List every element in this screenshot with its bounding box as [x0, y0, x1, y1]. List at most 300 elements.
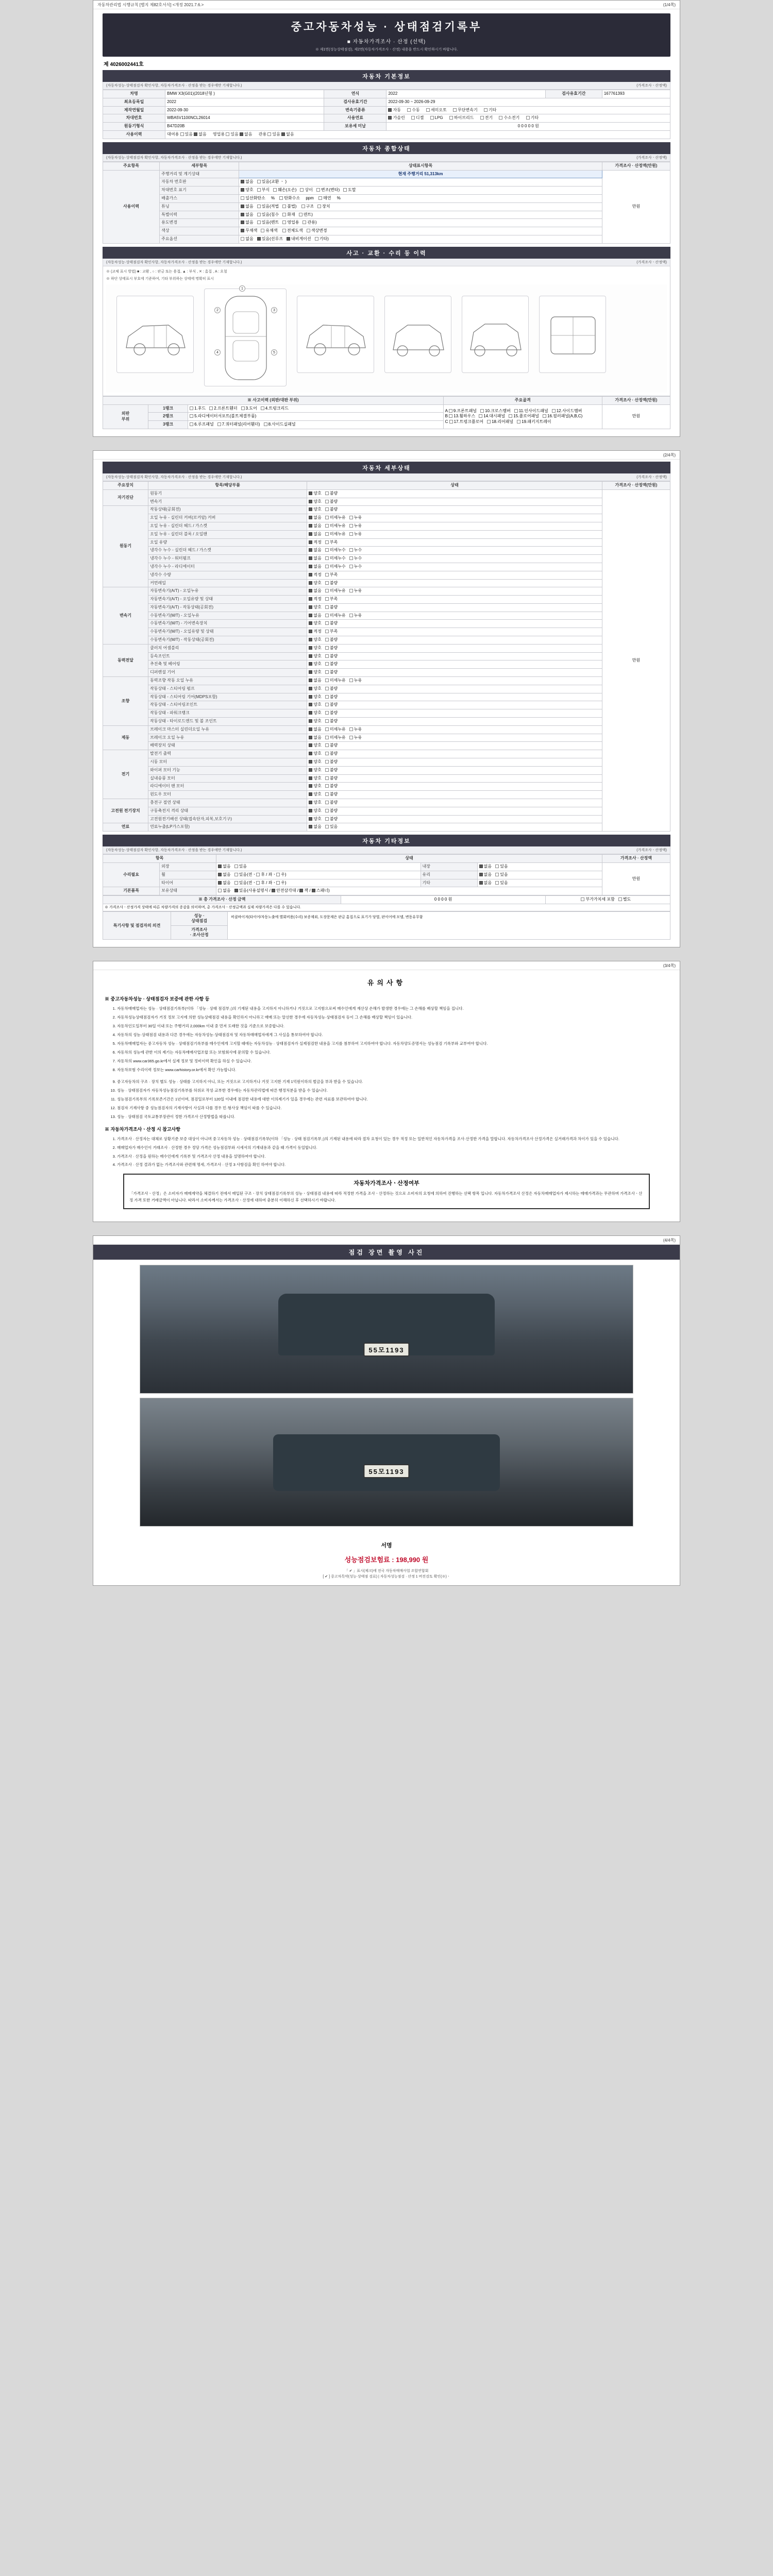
overall-state-usechange: 없음 있음(렌트 영업용 관용) — [239, 219, 602, 227]
detail-option[interactable]: 불량 — [325, 694, 338, 700]
detail-option[interactable]: 불량 — [325, 507, 338, 513]
table-row — [103, 547, 670, 555]
notice-item: 12. 점검자 기재사항 중 성능점검자의 기재사항이 사실과 다를 경우 민·형사상 책임이 따를 수 있습니다. — [117, 1105, 667, 1112]
detail-item-state — [307, 685, 602, 693]
detail-item-state — [307, 660, 602, 669]
accident-frame-items: A 9.프론트패널 10.크로스멤버 11.인사이드패널 12.사이드멤버 B 13.휠하우스 14.대시패널 15.플로어패널 16.필러패널(A,B,C) C 17.트렁크플로어 18.리어패널 19.패키지트레이 — [443, 404, 602, 429]
detail-option[interactable]: 없음 — [309, 532, 321, 537]
overall-sub-mileage: 주행거리 및 계기상태 — [160, 170, 239, 178]
table-row — [103, 178, 670, 187]
detail-option[interactable]: 불량 — [325, 792, 338, 798]
detail-option[interactable]: 양호 — [309, 637, 321, 643]
detail-item-label: 발전기 출력 — [148, 750, 307, 758]
table-row — [103, 219, 670, 227]
detail-option[interactable]: 불량 — [325, 702, 338, 708]
overall-state-mileage: 현재 주행거리 51,313km — [239, 170, 602, 178]
etc-note-right: (가격조사ㆍ산정액) — [636, 849, 667, 853]
detail-option[interactable]: 불량 — [325, 719, 338, 724]
detail-item-label: 작동상태 - 스티어링조인트 — [148, 701, 307, 709]
detail-option[interactable]: 부족 — [325, 540, 338, 546]
detail-option[interactable]: 부족 — [325, 572, 338, 578]
detail-item-state — [307, 750, 602, 758]
detail-option[interactable]: 양호 — [309, 710, 321, 716]
detail-option[interactable]: 양호 — [309, 499, 321, 505]
basic-value-engine: B47D20B — [165, 123, 324, 131]
notice-item: 13. 성능 · 상태점검 국토교통부장관이 정한 가격조사 산정방법을 따릅니다. — [117, 1113, 667, 1121]
detail-item-label: 작동상태 - 스티어링 펌프 — [148, 685, 307, 693]
page-subtitle: ■ 자동차가격조사 · 산정 (선택) — [347, 39, 426, 45]
detail-option[interactable]: 없음 — [309, 548, 321, 553]
detail-option[interactable]: 누수 — [349, 556, 362, 562]
detail-item-state — [307, 725, 602, 734]
detail-option[interactable]: 없음 — [309, 556, 321, 562]
table-row — [103, 596, 670, 604]
etc-head-state: 상태 — [216, 855, 602, 863]
basic-label-vin: 차대번호 — [103, 114, 165, 123]
accident-value: 만원 — [602, 404, 670, 429]
total-value: 0 0 0 0 원 — [341, 896, 545, 904]
detail-option[interactable]: 없음 — [309, 523, 321, 529]
etc-item-interior: 내장 — [421, 863, 477, 871]
detail-option[interactable]: 양호 — [309, 817, 321, 822]
overall-sub-color: 색상 — [160, 227, 239, 235]
table-row — [103, 823, 670, 832]
detail-item-label: 수동변속기(M/T) - 오일유량 및 상태 — [148, 628, 307, 636]
sheet-2-topbar — [93, 451, 680, 460]
detail-item-state — [307, 799, 602, 807]
detail-option[interactable]: 불량 — [325, 662, 338, 667]
table-row — [103, 620, 670, 628]
detail-head-group: 주요장치 — [103, 481, 148, 489]
detail-option[interactable]: 적정 — [309, 597, 321, 602]
detail-option[interactable]: 불량 — [325, 654, 338, 659]
detail-item-state — [307, 596, 602, 604]
detail-option[interactable]: 없음 — [309, 564, 321, 570]
special-sub-label-2: 가격조사 · 조사산정 — [171, 926, 228, 940]
detail-head-value: 가격조사 · 산정액(만원) — [602, 481, 670, 489]
detail-option[interactable]: 양호 — [309, 621, 321, 626]
table-header-row — [103, 855, 670, 863]
detail-item-label: 구동축전지 격리 상태 — [148, 807, 307, 815]
table-row — [103, 194, 670, 202]
detail-option[interactable]: 양호 — [309, 662, 321, 667]
detail-item-state — [307, 612, 602, 620]
detail-option[interactable]: 불량 — [325, 581, 338, 586]
detail-item-label: 브레이크 마스터 실린더오일 누유 — [148, 725, 307, 734]
car-top-view-icon — [205, 289, 287, 387]
detail-option[interactable]: 미세누유 — [325, 678, 346, 684]
basic-label-idnum: 검사유효기간 — [545, 90, 602, 98]
detail-option[interactable]: 미세누유 — [325, 523, 346, 529]
detail-option[interactable]: 양호 — [309, 768, 321, 773]
basic-value-tax: 0 0 0 0 0 원 — [386, 123, 670, 131]
basic-value-fuel: 가솔린 디젤 LPG 하이브리드 전기 수소전기 기타 — [386, 114, 670, 123]
detail-option[interactable]: 양호 — [309, 670, 321, 675]
table-row — [103, 612, 670, 620]
detail-option[interactable]: 없음 — [309, 613, 321, 619]
detail-option[interactable]: 불량 — [325, 784, 338, 789]
detail-group-label: 연료 — [103, 823, 148, 832]
overall-sub-vin: 차대번호 표기 — [160, 187, 239, 195]
detail-item-state — [307, 579, 602, 587]
detail-option[interactable]: 양호 — [309, 776, 321, 782]
detail-option[interactable]: 누유 — [349, 523, 362, 529]
detail-item-label: 작동상태 - 스티어링 기어(MDPS포함) — [148, 693, 307, 701]
detail-option[interactable]: 양호 — [309, 702, 321, 708]
detail-item-state — [307, 547, 602, 555]
section-note-detail — [103, 473, 670, 481]
detail-option[interactable]: 미세누수 — [325, 548, 346, 553]
detail-option[interactable]: 불량 — [325, 491, 338, 497]
table-row — [103, 489, 670, 498]
detail-option[interactable]: 있음 — [325, 824, 338, 830]
table-row — [103, 863, 670, 871]
accident-rank-1-items: 1.후드 2.프론트휀더 3.도어 4.트렁크리드 — [188, 404, 443, 413]
table-row — [103, 799, 670, 807]
basic-value-usage: 대여용 있음 없음 영업용 있음 없음 관용 있음 없음 — [165, 130, 670, 139]
detail-option[interactable]: 없음 — [309, 824, 321, 830]
overall-state-tuning: 없음 있음(적법 불법) 구조 장치 — [239, 202, 602, 211]
overall-note: (자동차성능·상태점검자 확인사항, 자동차가격조사 · 산정을 받는 경우에만 기재합니다.) — [106, 156, 242, 160]
accident-legend-2: ※ 하단 상태표시 부호에 기준하여, 기타 부위하는 상태에 명확히 표시 — [106, 277, 214, 281]
detail-value-cell: 만원 — [602, 489, 670, 831]
table-row — [103, 742, 670, 750]
detail-option[interactable]: 불량 — [325, 776, 338, 782]
detail-option[interactable]: 없음 — [309, 678, 321, 684]
etc-label-repair: 수리필요 — [103, 863, 160, 887]
detail-item-state — [307, 498, 602, 506]
detail-option[interactable]: 양호 — [309, 694, 321, 700]
detail-option[interactable]: 미세누유 — [325, 588, 346, 594]
detail-item-state — [307, 506, 602, 514]
detail-option[interactable]: 미세누유 — [325, 727, 346, 733]
detail-option[interactable]: 누유 — [349, 678, 362, 684]
basic-label-usage: 사용이력 — [103, 130, 165, 139]
detail-option[interactable]: 불량 — [325, 800, 338, 806]
sheet-2 — [93, 450, 680, 947]
detail-option[interactable]: 없음 — [309, 727, 321, 733]
sheet-3 — [93, 961, 680, 1222]
detail-option[interactable]: 누유 — [349, 532, 362, 537]
basic-label-inspect: 검사유효기간 — [324, 98, 386, 106]
detail-option[interactable]: 적정 — [309, 540, 321, 546]
detail-option[interactable]: 없음 — [309, 515, 321, 521]
detail-option[interactable]: 누유 — [349, 727, 362, 733]
detail-item-label: 와이퍼 모터 기능 — [148, 766, 307, 774]
car-engine-view-icon — [540, 296, 607, 374]
basic-value-vin: WBA5V1100NCL26014 — [165, 114, 324, 123]
overall-head-sub: 세부항목 — [160, 162, 239, 170]
table-row — [103, 709, 670, 718]
detail-table-body — [103, 489, 670, 831]
detail-option[interactable]: 누유 — [349, 588, 362, 594]
notice-item: 5. 자동차매매업자는 중고자동차 성능 · 상태점검기록부를 매수인에게 고지할 때에는 자동차성능 · 상태점검자가 실제점검한 내용을 고지를 첨부하여 고지하여야 합니다. 자동차양도증명서는 성능점검 기록부와 교부여야 합니다. — [117, 1040, 667, 1047]
accident-rank-3: 3랭크 — [148, 421, 188, 429]
sheet-3-topbar — [93, 961, 680, 970]
table-row — [103, 555, 670, 563]
table-row — [103, 758, 670, 767]
detail-option[interactable]: 부족 — [325, 597, 338, 602]
notice-list-3 — [106, 1136, 667, 1169]
table-row — [103, 628, 670, 636]
notice-item: 1. 자동차매매업자는 성능 · 상태점검기록부(이하 「성능 · 상태 점검부」)의 기재된 내용을 고지하지 아니하거나 거짓으로 고지함으로써 매수인에게 재산상 손해가 발생한 경우에는 그 손해를 배상할 책임을 집니다. — [117, 1005, 667, 1012]
detail-item-label: 수동변속기(M/T) - 기어변속장치 — [148, 620, 307, 628]
notice-item: 8. 자동차보험 수리이력 정보는 www.carhistory.or.kr에서 확인 가능합니다. — [117, 1066, 667, 1074]
table-row — [103, 652, 670, 660]
declaration-title: 자동차가격조사ㆍ산정여부 — [354, 1180, 419, 1187]
accident-head-value: 가격조사 · 산정액(만원) — [602, 396, 670, 404]
notice-head-1: ※ 중고자동차성능 · 상태점검자 보증에 관한 사항 등 — [105, 996, 210, 1002]
basic-label-makedate: 제작연월일 — [103, 106, 165, 114]
detail-item-label: 오일 누유 - 실린더 커버(로커암) 커버 — [148, 514, 307, 522]
etc-state-other: 없음 있음 — [477, 879, 602, 887]
overall-state-options: 없음 있음(선루프 내비게이션 기타) — [239, 235, 602, 243]
table-row — [103, 896, 670, 904]
detail-option[interactable]: 부족 — [325, 629, 338, 635]
section-note-basic — [103, 82, 670, 90]
detail-option[interactable]: 양호 — [309, 792, 321, 798]
photo-rear — [140, 1398, 633, 1527]
overall-sub-emission: 배출가스 — [160, 194, 239, 202]
etc-state-glass: 없음 있음 — [477, 871, 602, 879]
notice-item: 4. 자동차의 성능·상태점검 내용과 다른 경우에는 자동차성능·상태점검자 및 자동차매매업자에게 그 사실을 통보하여야 합니다. — [117, 1031, 667, 1039]
detail-item-state — [307, 530, 602, 538]
etc-state-interior: 없음 있음 — [477, 863, 602, 871]
detail-item-state — [307, 815, 602, 823]
detail-option[interactable]: 미세누수 — [325, 556, 346, 562]
detail-item-label: 작동상태(공회전) — [148, 506, 307, 514]
detail-option[interactable]: 양호 — [309, 751, 321, 757]
detail-option[interactable]: 누유 — [349, 515, 362, 521]
detail-option[interactable]: 불량 — [325, 751, 338, 757]
fee-row — [93, 1552, 680, 1568]
notice-item: 7. 자동차의 www.car365.go.kr에서 실제 정보 및 정비이력 확인을 하실 수 있습니다. — [117, 1058, 667, 1065]
detail-item-label: 등속조인트 — [148, 652, 307, 660]
etc-item-exterior: 외장 — [160, 863, 216, 871]
table-header-row — [103, 481, 670, 489]
detail-option[interactable]: 양호 — [309, 491, 321, 497]
car-view-top — [204, 289, 287, 386]
table-row — [103, 879, 670, 887]
diagram-number-badge: 4 — [214, 349, 221, 355]
detail-option[interactable]: 적정 — [309, 572, 321, 578]
overall-value: 만원 — [602, 170, 670, 243]
detail-option[interactable]: 불량 — [325, 646, 338, 651]
detail-item-state — [307, 807, 602, 815]
detail-item-state — [307, 823, 602, 832]
detail-option[interactable]: 불량 — [325, 621, 338, 626]
detail-option[interactable]: 미세누유 — [325, 532, 346, 537]
detail-option[interactable]: 미세누수 — [325, 564, 346, 570]
detail-option[interactable]: 미세누유 — [325, 735, 346, 741]
basic-value-idnum: 167761393 — [602, 90, 670, 98]
detail-option[interactable]: 미세누유 — [325, 613, 346, 619]
table-row — [103, 603, 670, 612]
car-photo-body-rear — [273, 1434, 500, 1491]
detail-item-state — [307, 555, 602, 563]
detail-option[interactable]: 불량 — [325, 817, 338, 822]
detail-item-state — [307, 701, 602, 709]
notice-item: 3. 자동차인도일부터 30일 이내 또는 주행거리 2,000km 이내 중 먼저 도래한 것을 기준으로 보증합니다. — [117, 1023, 667, 1030]
detail-option[interactable]: 불량 — [325, 808, 338, 814]
table-row — [103, 644, 670, 652]
table-row — [103, 123, 670, 131]
page-title: 중고자동차성능 · 상태점검기록부 — [291, 21, 482, 33]
basic-note-left: (자동차성능·상태점검자 확인사항, 자동차가격조사 · 산정을 받는 경우에만 기재합니다.) — [106, 84, 242, 88]
detail-group-label: 전기 — [103, 750, 148, 799]
section-title-basic: 자동차 기본정보 — [103, 70, 670, 82]
detail-item-label: 연료누출(LP가스포함) — [148, 823, 307, 832]
detail-item-state — [307, 652, 602, 660]
detail-item-label: 오일 누유 - 실린더 블록 / 오일팬 — [148, 530, 307, 538]
detail-option[interactable]: 양호 — [309, 800, 321, 806]
detail-group-label: 자기진단 — [103, 489, 148, 506]
total-label: ※ 총 가격조사 · 산정 금액 — [103, 896, 341, 904]
detail-item-state — [307, 587, 602, 596]
detail-option[interactable]: 누수 — [349, 564, 362, 570]
detail-option[interactable]: 불량 — [325, 743, 338, 749]
detail-option[interactable]: 없음 — [309, 588, 321, 594]
table-row — [103, 660, 670, 669]
etc-item-other: 기타 — [421, 879, 477, 887]
page-mark-3: (3/4쪽) — [663, 963, 676, 969]
detail-group-label: 조향 — [103, 677, 148, 726]
table-row — [103, 506, 670, 514]
notice-title: 유의사항 — [367, 979, 406, 987]
special-note-table — [103, 911, 670, 940]
diagram-number-badge: 2 — [214, 307, 221, 313]
notice-item: 6. 자동차의 성능에 관한 이의 제기는 자동차매매사업조합 또는 보험회사에 문의할 수 있습니다. — [117, 1049, 667, 1056]
detail-option[interactable]: 양호 — [309, 646, 321, 651]
total-value-table — [103, 895, 670, 911]
table-row — [103, 791, 670, 799]
page-note: ※ 제1면(성능상태점검), 제2면(자동차가격조사ㆍ산정) 내용을 반드시 확인하시기 바랍니다. — [315, 48, 458, 52]
car-view-right — [297, 296, 374, 373]
basic-label-engine: 원동기형식 — [103, 123, 165, 131]
special-sub-label-1: 성능 · 상태점검 — [171, 912, 228, 926]
etc-label-basic: 기본품목 — [103, 887, 160, 895]
detail-option[interactable]: 불량 — [325, 759, 338, 765]
accident-diagram — [103, 266, 670, 396]
detail-option[interactable]: 불량 — [325, 637, 338, 643]
detail-item-label: 시동 모터 — [148, 758, 307, 767]
car-view-front — [384, 296, 451, 373]
table-row — [103, 912, 670, 926]
table-row — [103, 734, 670, 742]
detail-group-label: 제동 — [103, 725, 148, 750]
detail-option[interactable]: 양호 — [309, 743, 321, 749]
table-row — [103, 701, 670, 709]
detail-option[interactable]: 없음 — [309, 735, 321, 741]
notice-item: 1. 가격조사 · 산정자는 대체로 상황기준 보증 대상이 아니며 중고자동차 성능 · 상태점검기록부(이하 「성능 · 상태 점검기록부」)의 기재된 내용에 따라 절차 요청이 있는 경우 적정 또는 일반적인 자동차가격을 조사·산정한 가격을 말합니다. 자동차가격조사 산정가격은 실거래가격과 차이가 있을 수 있습니다. — [117, 1136, 667, 1143]
etc-state-wheel: 없음 있음(전ㆍ 후 / 좌ㆍ 우) — [216, 871, 421, 879]
etc-item-tire: 타이어 — [160, 879, 216, 887]
detail-option[interactable]: 양호 — [309, 654, 321, 659]
detail-item-state — [307, 644, 602, 652]
detail-option[interactable]: 불량 — [325, 686, 338, 692]
sheet-4 — [93, 1235, 680, 1586]
detail-option[interactable]: 양호 — [309, 719, 321, 724]
footer-note-2: [ ✔ ] 중고차특약(성능·상태점 검료) | 자동차성능점검 · 산정 1 버전검토 확인(※)ㆍ — [323, 1575, 450, 1579]
basic-value-makedate: 2022-09-30 — [165, 106, 324, 114]
detail-item-label: 변속기 — [148, 498, 307, 506]
detail-item-label: 냉각수 누수 - 워터펌프 — [148, 555, 307, 563]
section-title-detail: 자동차 세부상태 — [103, 462, 670, 473]
basic-label-trans: 변속기종류 — [324, 106, 386, 114]
detail-option[interactable]: 양호 — [309, 759, 321, 765]
document-number: 제 4026002441호 — [104, 62, 144, 67]
detail-option[interactable]: 불량 — [325, 670, 338, 675]
section-title-accident: 사고 · 교환 · 수리 등 이력 — [103, 247, 670, 259]
photo-area — [93, 1260, 680, 1536]
accident-note: (자동차성능·상태점검자 확인사항, 자동차가격조사 · 산정을 받는 경우에만 기재합니다.) — [106, 260, 242, 264]
detail-option[interactable]: 불량 — [325, 710, 338, 716]
table-row — [103, 685, 670, 693]
detail-item-state — [307, 709, 602, 718]
detail-option[interactable]: 양호 — [309, 784, 321, 789]
detail-item-state — [307, 669, 602, 677]
car-rear-view-icon — [462, 296, 529, 374]
table-row — [103, 530, 670, 538]
car-front-view-icon — [385, 296, 452, 374]
detail-option[interactable]: 누수 — [349, 548, 362, 553]
overall-head-main: 주요항목 — [103, 162, 160, 170]
section-note-overall — [103, 154, 670, 162]
overall-state-color: 무채색 유채색 전체도색 색상변경 — [239, 227, 602, 235]
overall-head-state: 상태표시항목 — [239, 162, 602, 170]
detail-option[interactable]: 양호 — [309, 507, 321, 513]
special-label: 특기사항 및 점검자의 의견 — [103, 912, 171, 940]
table-row — [103, 750, 670, 758]
car-left-side-icon — [117, 296, 194, 374]
detail-item-label: 배력장치 상태 — [148, 742, 307, 750]
detail-item-state — [307, 758, 602, 767]
detail-item-label: 원동기 — [148, 489, 307, 498]
detail-option[interactable]: 양호 — [309, 686, 321, 692]
detail-option[interactable]: 누유 — [349, 735, 362, 741]
detail-option[interactable]: 불량 — [325, 499, 338, 505]
accident-rank-2-items: 5.라디에이터서포트(볼트체결부품) — [188, 413, 443, 421]
detail-option[interactable]: 불량 — [325, 605, 338, 611]
etc-state-basic: 없음 있음(사용설명서 / 안전삼각대 / 잭 / 스패너) — [216, 887, 602, 895]
table-row — [103, 211, 670, 219]
detail-option[interactable]: 양호 — [309, 605, 321, 611]
diagram-number-badge: 5 — [271, 349, 277, 355]
detail-option[interactable]: 미세누유 — [325, 515, 346, 521]
section-note-accident — [103, 259, 670, 266]
detail-option[interactable]: 양호 — [309, 808, 321, 814]
detail-option[interactable]: 양호 — [309, 581, 321, 586]
detail-item-label: 고전원전기배선 상태(접속단자,피복,보호기구) — [148, 815, 307, 823]
basic-note-right: (가격조사ㆍ산정액) — [636, 84, 667, 88]
detail-option[interactable]: 불량 — [325, 768, 338, 773]
table-row — [103, 571, 670, 579]
detail-note-right: (가격조사ㆍ산정액) — [636, 475, 667, 479]
car-right-side-icon — [297, 296, 375, 374]
accident-head-frame: 주요골격 — [443, 396, 602, 404]
notice-item: 9. 중고자동차의 구조 · 장치 별도 성능 · 상태를 고지하지 아니, 또는 거짓으로 고지하거나 거짓 고지한 기재 1억원이하의 벌금을 부과 받을 수 있습니다. — [117, 1078, 667, 1086]
notice-list-2 — [106, 1078, 667, 1120]
license-plate-rear: 55모1193 — [363, 1464, 409, 1478]
overall-table — [103, 162, 670, 244]
detail-option[interactable]: 적정 — [309, 629, 321, 635]
detail-option[interactable]: 누유 — [349, 613, 362, 619]
section-note-etc — [103, 846, 670, 854]
table-row — [103, 871, 670, 879]
detail-item-state — [307, 522, 602, 530]
etc-note: (자동차성능·상태점검자 확인사항, 자동차가격조사 · 산정을 받는 경우에만 기재합니다.) — [106, 849, 242, 853]
total-tax-type: 부가가치세 포함 별도 — [545, 896, 670, 904]
